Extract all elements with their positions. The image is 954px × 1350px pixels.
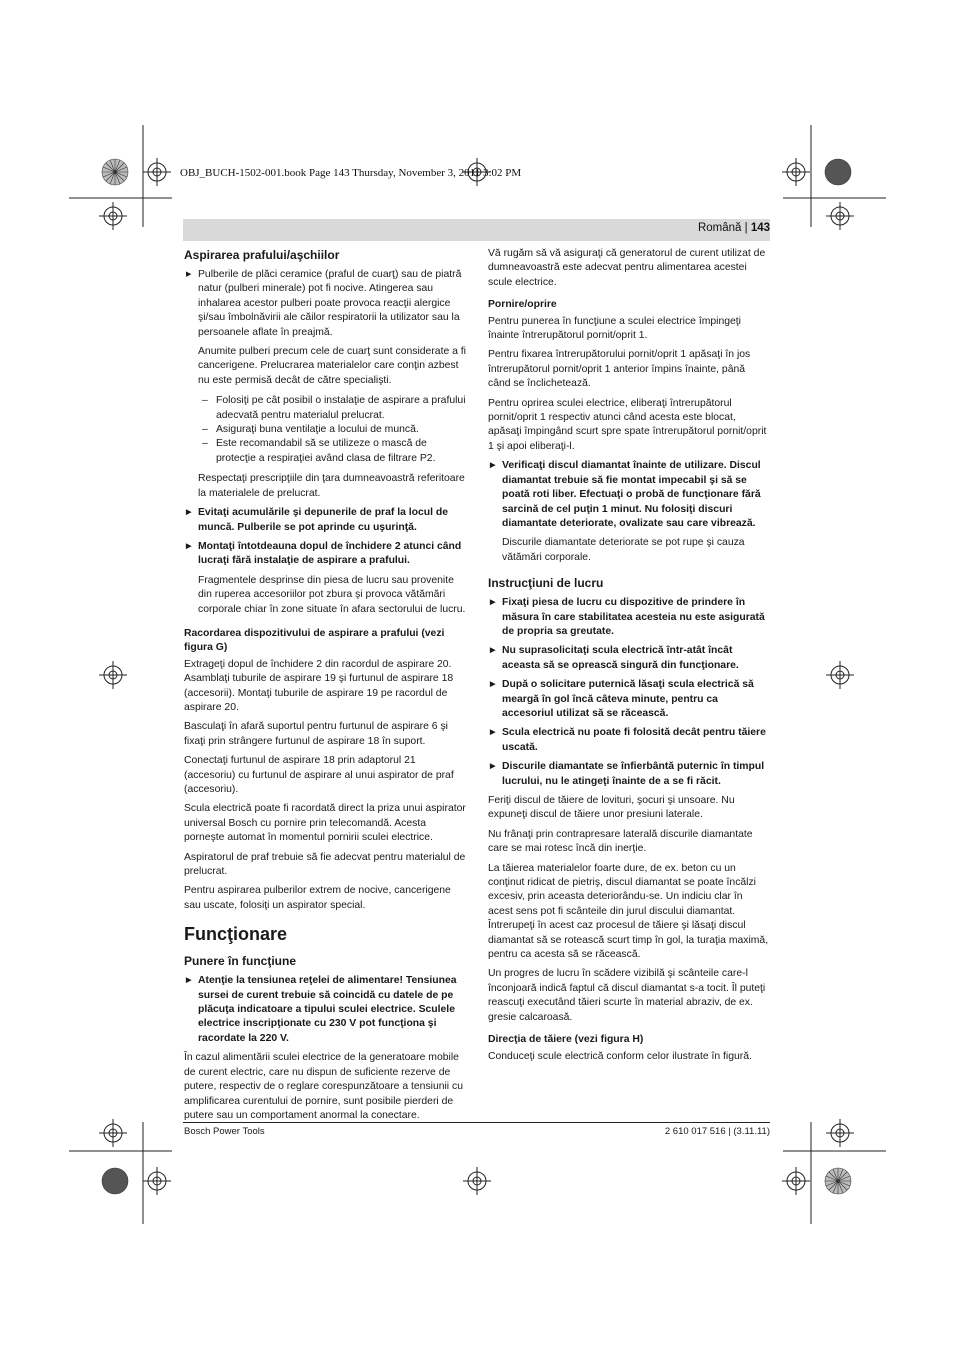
dash-item: – Este recomandabil să se utilizeze o mască de protecţie a respiraţiei având clasa de filtrare P2. <box>184 437 466 466</box>
paragraph: Nu frânaţi prin contrapresare laterală discurile diamantate care se mai rotesc încă din inerţie. <box>488 828 753 855</box>
paragraph: Aspiratorul de praf trebuie să fie adecvat pentru materialul de prelucrat. <box>184 851 466 878</box>
heading-starting-operation: Punere în funcţiune <box>184 954 297 969</box>
heading-dust-connection: Racordarea dispozitivului de aspirare a prafului (vezi figura G) <box>184 627 445 654</box>
paragraph: Scula electrică poate fi racordată direct la priza unui aspirator universal Bosch cu pornire prin telecomandă. Acesta porneşte automat în momentul pornirii sculei electrice. <box>184 803 466 844</box>
dash-list <box>184 394 466 466</box>
paragraph: Conduceţi scule electrică conform celor ilustrate în figură. <box>488 1050 752 1062</box>
header-language: Română <box>697 222 742 234</box>
header-bar <box>183 219 770 241</box>
paragraph: Pentru punerea în funcţiune a sculei electrice împingeţi înainte întrerupătorul pornit/oprit 1. <box>488 315 741 342</box>
list-item: ▶ Fixaţi piesa de lucru cu dispozitive de prindere în măsura în care stabilitatea acesteia nu este asigurată de propria sa greutate. <box>488 596 770 639</box>
paragraph: Fragmentele desprinse din piesa de lucru sau provenite din ruperea accesoriilor pot zbura şi provoca vătămări corporale chiar în zone situate în afara sectorului de lucru. <box>198 574 466 615</box>
paragraph: Discurile diamantate deteriorate se pot rupe şi cauza vătămări corporale. <box>502 537 745 563</box>
paragraph: În cazul alimentării sculei electrice de la generatoare mobile de curent electric, care nu dispun de suficiente rezerve de putere, respectiv de o reglare corespunzătoare a tensiunii cu amplificarea curentului de pornire, sunt posibile pierderi de putere sau un comportament anormal la conectare. <box>184 1052 463 1121</box>
paragraph: Pentru aspirarea pulberilor extrem de nocive, cancerigene sau uscate, folosiţi un aspirator special. <box>184 885 451 911</box>
footer-rule <box>183 1122 770 1123</box>
paragraph: Pentru fixarea întrerupătorului pornit/oprit 1 apăsaţi în jos întrerupătorul pornit/oprit 1 anterior împins înainte, până când se înclichetează. <box>488 349 751 390</box>
header-separator: | <box>741 222 751 234</box>
list-item: ▶ Scula electrică nu poate fi folosită decât pentru tăiere uscată. <box>488 726 770 755</box>
heading-dust-extraction: Aspirarea prafului/aşchiilor <box>184 248 340 262</box>
paragraph: Extrageţi dopul de închidere 2 din racordul de aspirare 20. Asamblaţi tuburile de aspirare 19 şi furtunul de aspirare 18 (accesorii). Montaţi tuburile de aspirare 19 pe racordul de aspirare 20. <box>184 658 454 713</box>
left-column <box>184 247 466 1128</box>
paragraph: Pentru oprirea sculei electrice, eliberaţi întrerupătorul pornit/oprit 1 respectiv atunci când acesta este blocat, apăsaţi împingând scurt spre spate întrerupătorul pornit/oprit 1 şi apoi eliberaţi-l. <box>488 397 767 452</box>
heading-switch-on-off: Pornire/oprire <box>488 299 557 311</box>
list-item: ▶ Pulberile de plăci ceramice (praful de cuarţ) sau de piatră natur (pulberi minerale) pot fi nocive. Atingerea sau inhalarea acestor pulberi poate provoca reacţii alergice şi/sau îmbolnăvirii ale căilor respiratorii la utilizator sau la persoanele aflate în preajmă. <box>184 268 466 340</box>
paragraph: Un progres de lucru în scădere vizibilă şi scânteile care-l înconjoară indică faptul că discul diamantat s-a tocit. Îl puteţi reascuţi executând tăieri scurte în material abraziv, de ex. gresie calcaroasă. <box>488 968 766 1023</box>
paragraph: Anumite pulberi precum cele de cuarţ sunt considerate a fi cancerigene. Prelucrarea materialelor care conţin azbest nu este permisă decât de către specialişti. <box>198 346 466 386</box>
heading-working-advice: Instrucţiuni de lucru <box>488 576 604 591</box>
dash-item: – Asiguraţi buna ventilaţie a locului de muncă. <box>184 423 466 437</box>
footer-docnum: 2 610 017 516 | (3.11.11) <box>664 1126 770 1137</box>
right-column <box>488 247 770 1069</box>
paragraph: Vă rugăm să vă asiguraţi că generatorul de curent utilizat de dumneavoastră este adecvat pentru alimentarea acestei scule electrice. <box>488 248 766 288</box>
list-item: ▶ După o solicitare puternică lăsaţi scula electrică să meargă în gol încă câteva minute, pentru ca accesoriul utilizat să se răcească. <box>488 678 770 721</box>
list-item: ▶ Nu suprasolicitaţi scula electrică într-atât încât aceasta să se oprească singură din funcţionare. <box>488 644 770 673</box>
heading-cutting-direction: Direcţia de tăiere (vezi figura H) <box>488 1034 644 1046</box>
paragraph: La tăierea materialelor foarte dure, de ex. beton cu un conţinut ridicat de pietriş, discul diamantat se poate încălzi excesiv, prin aceasta deteriorându-se. Un indiciu clar în acest sens pot fi scânteile din jurul discului diamantat. <box>488 862 756 917</box>
list-item: ▶ Discurile diamantate se înfierbântă puternic în timpul lucrului, nu le atingeţi înainte de a se fi răcit. <box>488 760 770 789</box>
footer-brand: Bosch Power Tools <box>184 1126 265 1137</box>
paragraph: Conectaţi furtunul de aspirare 18 prin adaptorul 21 (accesoriu) cu furtunul de aspirare al unui aspirator de praf (accesoriu). <box>184 755 454 795</box>
paragraph: Întrerupeţi în acest caz procesul de tăiere şi lăsaţi discul diamantat să se rotească scurt timp în gol, la turaţia maximă, pentru ca acesta să se răcească. <box>488 920 769 961</box>
page-header <box>698 222 770 234</box>
page-number: 143 <box>750 222 770 234</box>
paragraph: Basculaţi în afară suportul pentru furtunul de aspirare 6 şi fixaţi prin strângere furtunul de aspirare 18 în suport. <box>184 721 448 747</box>
heading-operation: Funcţionare <box>184 924 288 945</box>
list-item: ▶ Verificaţi discul diamantat înainte de utilizare. Discul diamantat trebuie să fie montat impecabil şi să se poată roti liber. Efectuaţi o probă de funcţionare fără sarcină de cel puţin 1 minut. Nu folosiţi discuri diamantate deteriorate, ovalizate sau care vibrează. <box>488 459 770 531</box>
dash-item: – Folosiţi pe cât posibil o instalaţie de aspirare a prafului adecvată pentru materialul prelucrat. <box>184 394 466 423</box>
list-item: ▶ Montaţi întotdeauna dopul de închidere 2 atunci când lucraţi fără instalaţie de aspirare a prafului. <box>184 540 466 569</box>
list-item: ▶ Atenţie la tensiunea reţelei de alimentare! Tensiunea sursei de curent trebuie să coincidă cu datele de pe plăcuţa indicatoare a tipului sculei electrice. Sculele electrice inscripţionate cu 230 V pot funcţiona şi racordate la 220 V. <box>184 974 466 1046</box>
paragraph: Feriţi discul de tăiere de lovituri, şocuri şi unsoare. Nu expuneţi discul de tăiere unor presiuni laterale. <box>488 795 735 821</box>
list-item: ▶ Evitaţi acumulările şi depunerile de praf la locul de muncă. Pulberile se pot aprinde cu uşurinţă. <box>184 506 466 535</box>
print-slug: OBJ_BUCH-1502-001.book Page 143 Thursday, November 3, 2011 3:02 PM <box>180 167 522 179</box>
paragraph: Respectaţi prescripţiile din ţara dumneavoastră referitoare la materialele de prelucrat. <box>198 473 465 499</box>
